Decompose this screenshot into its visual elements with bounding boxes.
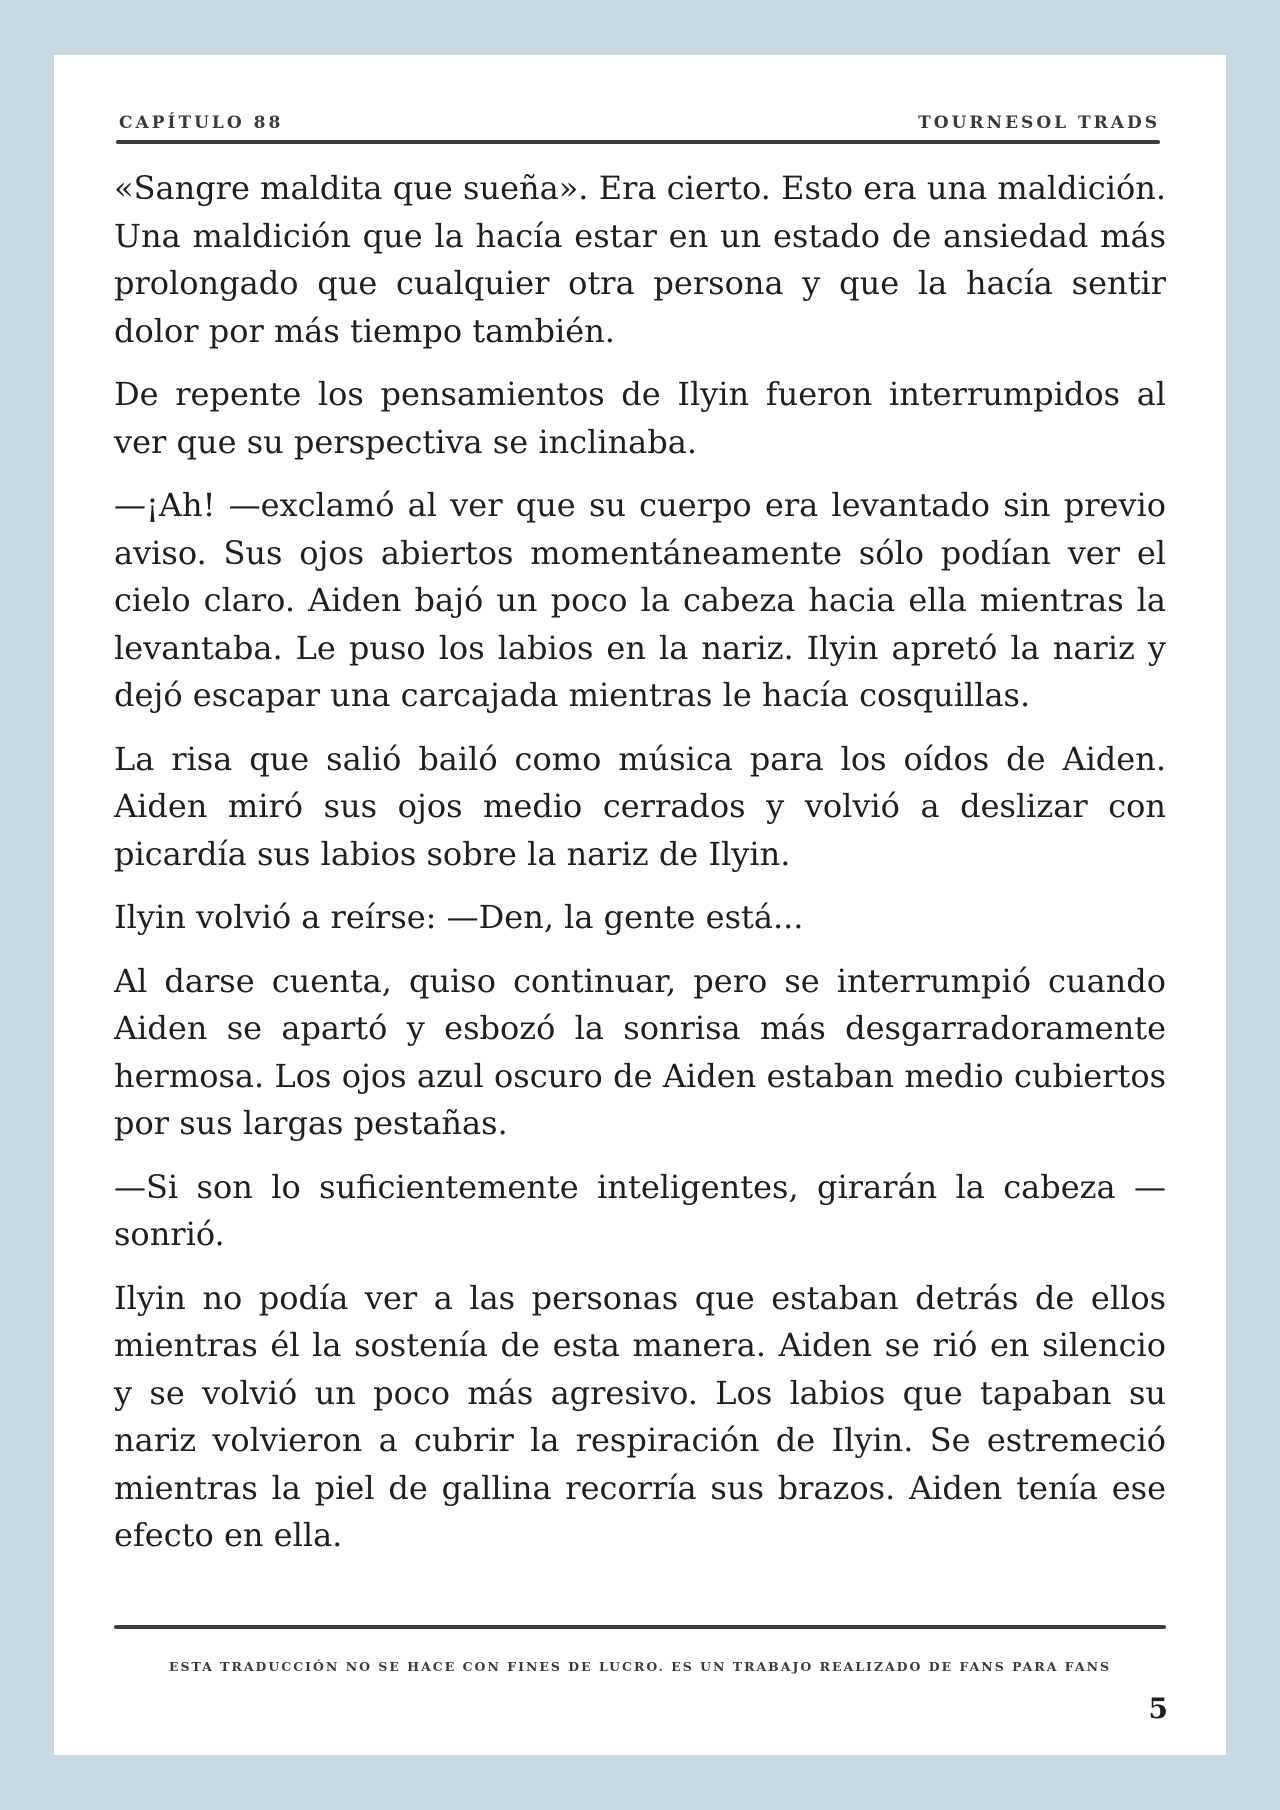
paragraph: La risa que salió bailó como música para los oídos de Aiden. Aiden miró sus ojos medio cerrados y volvió a deslizar con picardía sus labios sobre la nariz de Ilyin. — [114, 739, 1166, 873]
footer-divider — [114, 1625, 1166, 1629]
paragraph: De repente los pensamientos de Ilyin fueron interrumpidos al ver que su perspectiva se inclinaba. — [114, 375, 1166, 461]
chapter-body — [114, 165, 1166, 1576]
paragraph: —Si son lo suficientemente inteligentes, girarán la cabeza —sonrió. — [114, 1167, 1166, 1253]
book-page — [54, 55, 1226, 1755]
paragraph: —¡Ah! —exclamó al ver que su cuerpo era levantado sin previo aviso. Sus ojos abiertos momentáneamente sólo podían ver el cielo claro. Aiden bajó un poco la cabeza hacia ella mientras la levantaba. Le puso los labios en la nariz. Ilyin apretó la nariz y dejó escapar una carcajada mientras le hacía cosquillas. — [114, 486, 1166, 714]
paragraph: «Sangre maldita que sueña». Era cierto. Esto era una maldición. Una maldición que la hacía estar en un estado de ansiedad más prolongado que cualquier otra persona y que la hacía sentir dolor por más tiempo también. — [114, 169, 1166, 350]
footer-disclaimer: ESTA TRADUCCIÓN NO SE HACE CON FINES DE LUCRO. ES UN TRABAJO REALIZADO DE FANS PARA FANS — [168, 1659, 1112, 1674]
translator-group: TOURNESOL TRADS — [918, 113, 1160, 133]
paragraph: Al darse cuenta, quiso continuar, pero se interrumpió cuando Aiden se apartó y esbozó la sonrisa más desgarradoramente hermosa. Los ojos azul oscuro de Aiden estaban medio cubiertos por sus largas pestañas. — [114, 961, 1166, 1142]
running-header — [119, 103, 1160, 133]
paragraph: Ilyin volvió a reírse: —Den, la gente está... — [114, 898, 804, 936]
paragraph: Ilyin no podía ver a las personas que estaban detrás de ellos mientras él la sostenía de esta manera. Aiden se rió en silencio y se volvió un poco más agresivo. Los labios que tapaban su nariz volvieron a cubrir la respiración de Ilyin. Se estremeció mientras la piel de gallina recorría sus brazos. Aiden tenía ese efecto en ella. — [114, 1278, 1166, 1554]
header-divider — [116, 140, 1160, 144]
page-number: 5 — [1148, 1692, 1168, 1725]
chapter-title: CAPÍTULO 88 — [119, 113, 284, 133]
